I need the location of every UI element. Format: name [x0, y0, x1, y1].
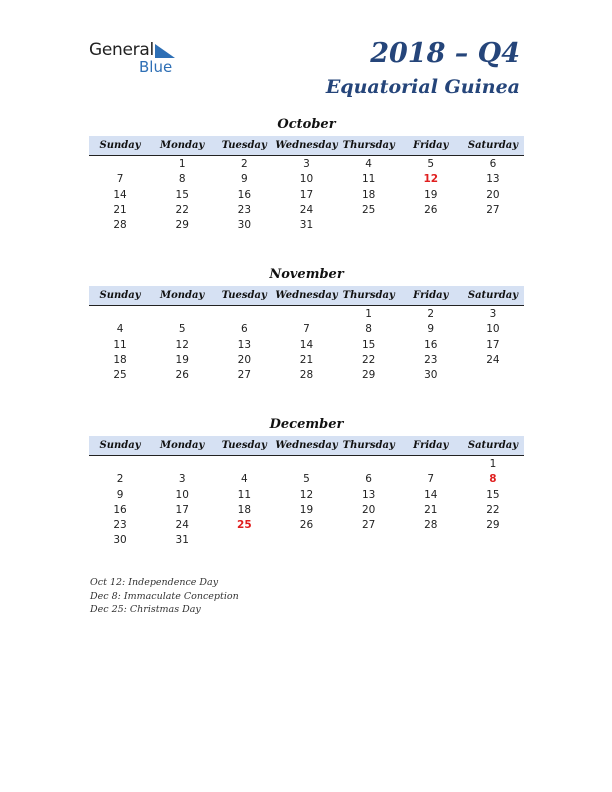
- day-cell: 22: [486, 503, 500, 516]
- empty-day-cell: [213, 307, 275, 322]
- weekday-label: Monday: [160, 140, 205, 151]
- empty-day-cell: [462, 533, 524, 548]
- holiday-day-cell: 8: [489, 473, 497, 486]
- day-cell: 3: [178, 473, 186, 486]
- day-cell: 13: [486, 173, 500, 186]
- empty-day-cell: [89, 457, 151, 472]
- holiday-note: Oct 12: Independence Day: [90, 577, 219, 588]
- month-title: October: [277, 117, 336, 132]
- month-november: [89, 266, 524, 383]
- day-cell: 19: [424, 188, 438, 201]
- day-cell: 6: [241, 323, 248, 336]
- month-october: [89, 116, 524, 233]
- day-cell: 27: [486, 203, 500, 216]
- day-cell: 23: [113, 519, 127, 532]
- weekday-header: [89, 436, 524, 456]
- weekday-label: Thursday: [342, 440, 395, 451]
- weekday-label: Thursday: [342, 290, 395, 301]
- day-cell: 4: [365, 158, 372, 170]
- empty-day-cell: [462, 218, 524, 233]
- day-cell: 5: [303, 473, 310, 486]
- holiday-day-cell: 12: [423, 173, 439, 186]
- day-cell: 4: [241, 473, 248, 486]
- weekday-label: Monday: [160, 440, 205, 451]
- logo-blue-text: Blue: [139, 58, 173, 76]
- day-cell: 24: [175, 519, 189, 532]
- day-cell: 12: [175, 338, 189, 351]
- day-cell: 9: [427, 323, 435, 336]
- day-cell: 5: [427, 158, 435, 170]
- holiday-note: Dec 25: Christmas Day: [90, 604, 201, 615]
- empty-day-cell: [151, 307, 213, 322]
- weekday-label: Saturday: [467, 290, 519, 301]
- day-cell: 10: [486, 323, 500, 336]
- day-cell: 11: [361, 173, 376, 186]
- day-cell: 29: [361, 369, 376, 382]
- day-cell: 10: [299, 173, 314, 186]
- day-cell: 27: [361, 519, 376, 532]
- day-cell: 26: [175, 369, 189, 382]
- weekday-label: Friday: [413, 440, 449, 451]
- weekday-header: [89, 286, 524, 306]
- day-cell: 17: [175, 503, 189, 516]
- day-cell: 18: [237, 503, 252, 516]
- empty-day-cell: [400, 457, 462, 472]
- empty-day-cell: [89, 157, 151, 172]
- day-cell: 20: [361, 503, 376, 516]
- day-cell: 16: [113, 503, 127, 516]
- day-cell: 16: [237, 188, 252, 201]
- day-cell: 15: [486, 488, 500, 501]
- day-cell: 21: [424, 503, 438, 516]
- empty-day-cell: [213, 533, 275, 548]
- holiday-notes: [90, 576, 239, 617]
- day-cell: 30: [424, 369, 438, 382]
- day-cell: 23: [237, 203, 252, 216]
- empty-day-cell: [89, 307, 151, 322]
- day-cell: 14: [299, 338, 314, 351]
- empty-day-cell: [400, 533, 462, 548]
- day-grid: [89, 457, 524, 549]
- holiday-day-cell: 25: [237, 519, 252, 532]
- day-cell: 24: [299, 203, 314, 216]
- day-cell: 5: [178, 323, 186, 336]
- day-cell: 28: [299, 369, 314, 382]
- month-december: [89, 416, 524, 549]
- day-cell: 7: [303, 323, 310, 336]
- day-cell: 8: [365, 323, 372, 336]
- logo-triangle-icon: [155, 44, 175, 58]
- logo-general-text: General: [89, 40, 154, 60]
- empty-day-cell: [275, 457, 337, 472]
- weekday-label: Tuesday: [221, 290, 267, 301]
- empty-day-cell: [338, 218, 400, 233]
- day-cell: 11: [113, 338, 127, 351]
- day-cell: 1: [489, 458, 497, 470]
- day-cell: 24: [486, 353, 500, 366]
- empty-day-cell: [462, 368, 524, 383]
- weekday-label: Saturday: [467, 440, 519, 451]
- weekday-label: Sunday: [99, 140, 141, 151]
- day-cell: 23: [424, 353, 438, 366]
- weekday-label: Wednesday: [275, 140, 338, 151]
- day-cell: 7: [116, 173, 124, 186]
- day-cell: 2: [427, 308, 435, 320]
- day-cell: 16: [424, 338, 438, 351]
- day-cell: 13: [361, 488, 376, 501]
- weekday-label: Wednesday: [275, 290, 338, 301]
- day-cell: 1: [178, 158, 186, 170]
- country-subtitle: Equatorial Guinea: [325, 76, 520, 98]
- day-cell: 20: [486, 188, 500, 201]
- day-cell: 9: [116, 488, 124, 501]
- day-cell: 27: [237, 369, 252, 382]
- weekday-label: Monday: [160, 290, 205, 301]
- day-cell: 3: [303, 158, 310, 170]
- day-cell: 21: [113, 203, 127, 216]
- weekday-label: Wednesday: [275, 440, 338, 451]
- empty-day-cell: [151, 457, 213, 472]
- day-cell: 30: [113, 534, 127, 547]
- day-cell: 14: [113, 188, 127, 201]
- day-cell: 2: [241, 158, 248, 170]
- day-cell: 29: [486, 519, 500, 532]
- day-cell: 4: [116, 323, 124, 336]
- day-cell: 22: [175, 203, 189, 216]
- weekday-label: Saturday: [467, 140, 519, 151]
- weekday-label: Friday: [413, 290, 449, 301]
- day-cell: 22: [361, 353, 376, 366]
- day-cell: 31: [175, 534, 189, 547]
- weekday-label: Sunday: [99, 290, 141, 301]
- day-cell: 31: [299, 219, 314, 232]
- empty-day-cell: [275, 307, 337, 322]
- day-grid: [89, 157, 524, 233]
- day-cell: 15: [361, 338, 376, 351]
- day-cell: 10: [175, 488, 189, 501]
- day-cell: 29: [175, 219, 189, 232]
- day-cell: 25: [361, 203, 376, 216]
- empty-day-cell: [338, 457, 400, 472]
- day-cell: 26: [299, 519, 314, 532]
- day-cell: 12: [299, 488, 314, 501]
- day-cell: 18: [361, 188, 376, 201]
- day-cell: 28: [424, 519, 438, 532]
- day-cell: 17: [299, 188, 314, 201]
- day-cell: 26: [424, 203, 438, 216]
- day-cell: 28: [113, 219, 127, 232]
- day-cell: 14: [424, 488, 438, 501]
- page-title: 2018 – Q4: [370, 38, 520, 69]
- day-cell: 2: [116, 473, 124, 486]
- day-cell: 6: [489, 158, 497, 170]
- holiday-note: Dec 8: Immaculate Conception: [90, 590, 239, 602]
- weekday-label: Tuesday: [221, 140, 267, 151]
- day-cell: 30: [237, 219, 252, 232]
- day-cell: 11: [237, 488, 252, 501]
- day-cell: 17: [486, 338, 500, 351]
- day-cell: 19: [299, 503, 314, 516]
- weekday-label: Friday: [413, 140, 449, 151]
- day-cell: 25: [113, 369, 127, 382]
- day-cell: 15: [175, 188, 189, 201]
- day-cell: 13: [237, 338, 252, 351]
- empty-day-cell: [275, 533, 337, 548]
- day-grid: [89, 307, 524, 383]
- weekday-label: Tuesday: [221, 440, 267, 451]
- weekday-header: [89, 136, 524, 156]
- empty-day-cell: [400, 218, 462, 233]
- empty-day-cell: [338, 533, 400, 548]
- day-cell: 3: [489, 308, 497, 320]
- weekday-label: Sunday: [99, 440, 141, 451]
- month-title: November: [269, 267, 344, 282]
- day-cell: 19: [175, 353, 189, 366]
- generalblue-logo: [89, 40, 189, 76]
- day-cell: 7: [427, 473, 435, 486]
- day-cell: 8: [178, 173, 186, 186]
- day-cell: 18: [113, 353, 127, 366]
- day-cell: 6: [365, 473, 372, 486]
- weekday-label: Thursday: [342, 140, 395, 151]
- empty-day-cell: [213, 457, 275, 472]
- month-title: December: [269, 417, 344, 432]
- day-cell: 20: [237, 353, 252, 366]
- day-cell: 9: [241, 173, 248, 186]
- day-cell: 1: [365, 308, 372, 320]
- day-cell: 21: [299, 353, 314, 366]
